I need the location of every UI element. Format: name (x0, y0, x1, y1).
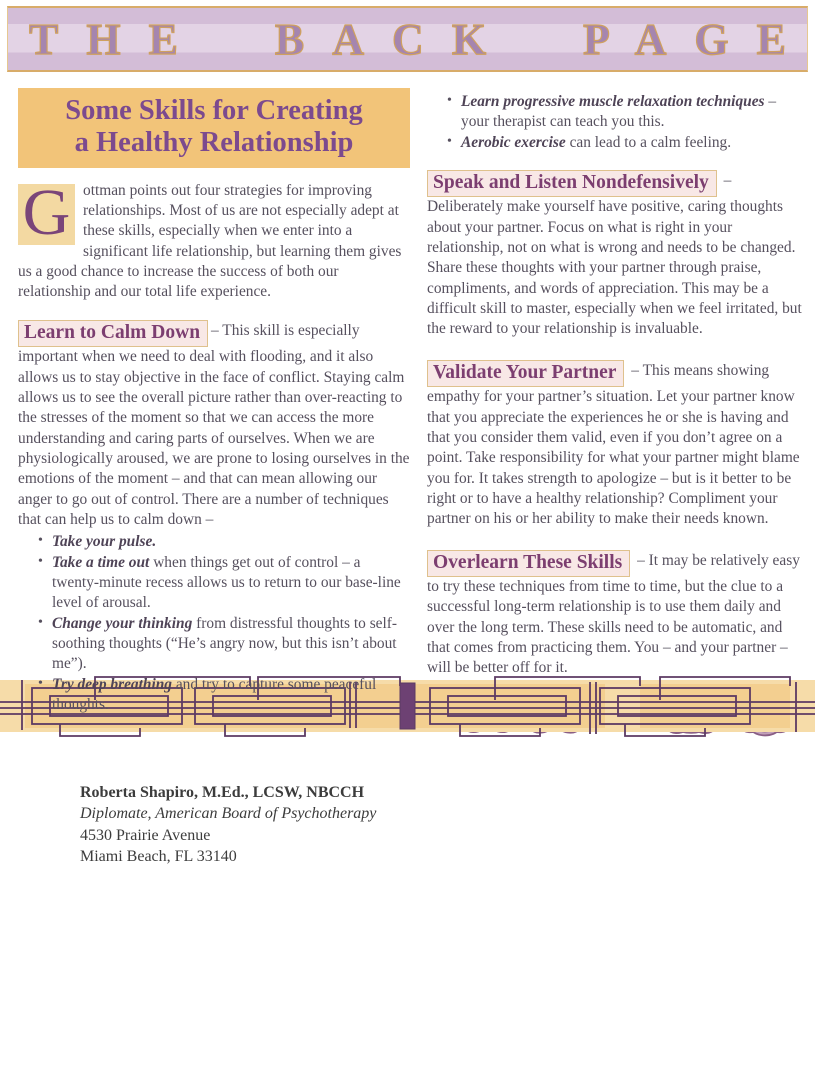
section-speak-listen (427, 170, 802, 340)
section-heading-validate: Validate Your Partner (427, 360, 624, 387)
dropcap-g: G (18, 184, 75, 245)
bullet-change-your-thinking: • Change your thinking from distressful thoughts to self-soothing thoughts (“He’s angry now, but this isn’t about me”). (18, 614, 410, 675)
section-heading-speak-listen: Speak and Listen Nondefensively (427, 170, 717, 197)
bullet-aerobic-exercise: • Aerobic exercise can lead to a calm feeling. (427, 133, 802, 153)
section-validate-partner (427, 360, 802, 530)
section-body-validate: This means showing empathy for your partner’s situation. Let your partner know that you appreciate the experiences he or she is having and that you consider them valid, even if you don’t agree on a point. Take responsibility for what your partner might blame you for. It takes strength to apologize – but is it better to be right or to have a healthy relationship? Compliment your partner on his or her ability to make their needs known. (427, 361, 800, 528)
section-learn-to-calm-down (18, 320, 410, 715)
content-columns (0, 72, 815, 713)
intro-text: ottman points out four strategies for improving relationships. Most of us are not especially adept at these skills, especially when we enter into a significant life relationship, but learning them gives us a good chance to increase the success of both our relationship and our total life experience. (18, 181, 402, 301)
section-heading-calm-down: Learn to Calm Down (18, 320, 208, 347)
right-column (427, 88, 802, 677)
article-title (18, 88, 410, 168)
back-page-banner (7, 6, 815, 72)
contact-address-line1: 4530 Prairie Avenue (80, 826, 211, 844)
article-title-line1: Some Skills for Creating (65, 95, 363, 126)
bullet-take-a-time-out: • Take a time out when things get out of control – a twenty-minute recess allows us to return to our base-line level of arousal. (18, 553, 410, 614)
intro-paragraph (18, 175, 410, 303)
section-body-speak-listen: Deliberately make yourself have positive, caring thoughts about your partner. Focus on what is right in your relationship, not on what is wrong and needs to be changed. Share these thoughts with your partner through praise, compliments, and words of appreciation. This may be a difficult skill to master, especially when we feel irritated, but the reward to your relationship is invaluable. (427, 198, 802, 338)
contact-credential: Diplomate, American Board of Psychotherapy (80, 805, 377, 823)
left-column (18, 88, 410, 713)
bullet-muscle-relaxation: • Learn progressive muscle relaxation techniques – your therapist can teach you this. (427, 92, 802, 133)
section-overlearn-skills (427, 550, 802, 679)
calm-down-bullets-right (427, 92, 802, 153)
section-body-overlearn: It may be relatively easy to try these techniques from time to time, but the clue to a successful long-term relationship is to use them daily and over the long term. These skills need to be automatic, and that comes from practicing them. You – and your partner – will be better off for it. (427, 551, 800, 677)
contact-name: Roberta Shapiro, M.Ed., LCSW, NBCCH (80, 784, 365, 801)
overlearn-dash: – (633, 551, 649, 569)
bullet-try-deep-breathing: • Try deep breathing and try to capture some peaceful thoughts. (18, 675, 410, 716)
banner-title: THE BACK PAGE (29, 14, 815, 64)
validate-dash: – (627, 361, 643, 379)
contact-address-line2: Miami Beach, FL 33140 (80, 847, 237, 865)
calm-down-bullets-left (18, 532, 410, 715)
contact-block (80, 782, 815, 867)
speak-listen-dash: – (719, 171, 732, 189)
section-heading-overlearn: Overlearn These Skills (427, 550, 630, 577)
section-body-calm-down: – This skill is especially important when we need to deal with flooding, and it also allows us to stay objective in the face of conflict. Staying calm allows us to see the overall picture rather than over-reacting to the stresses of the moment so that we can access the more understanding and caring parts of ourselves. When we are physiologically aroused, we are prone to losing ourselves in the emotions of the moment – and that can mean allowing our anger to go out of control. There are a number of techniques that can help us to calm down – (18, 321, 410, 528)
bullet-take-your-pulse: • Take your pulse. (18, 532, 410, 552)
article-title-line2: a Healthy Relationship (74, 126, 354, 158)
